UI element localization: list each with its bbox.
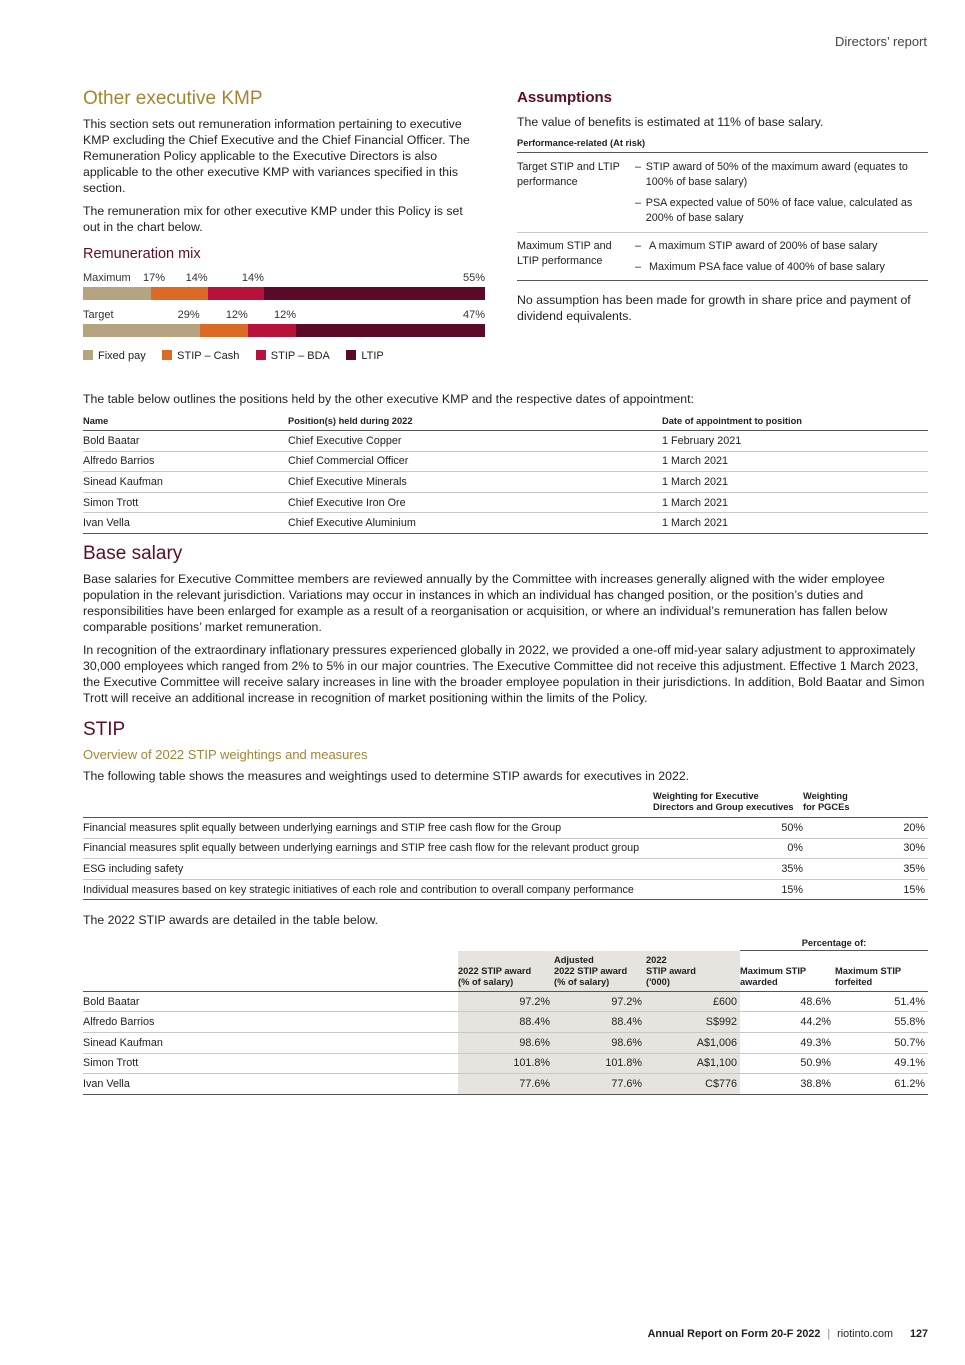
base-salary-title: Base salary xyxy=(83,543,183,564)
dash: – xyxy=(635,161,642,173)
cell-weight-pgce: 15% xyxy=(803,879,928,900)
table-row xyxy=(83,859,928,880)
bar-value-label: 47% xyxy=(462,309,485,321)
cell-award-000: A$1,100 xyxy=(646,1053,740,1074)
header-line: Weighting for Executive xyxy=(653,791,759,801)
table-row xyxy=(83,492,928,513)
cell-date: 1 March 2021 xyxy=(662,492,928,513)
assumption-row-target xyxy=(517,153,928,233)
remuneration-mix-chart xyxy=(83,270,485,365)
legend-swatch xyxy=(162,350,172,360)
header-line: (% of salary) xyxy=(458,976,514,987)
bar-value-label: 14% xyxy=(185,272,208,284)
table-row xyxy=(83,1053,928,1074)
bar-value-label: 29% xyxy=(177,309,200,321)
header-line: awarded xyxy=(740,976,778,987)
table-row xyxy=(83,1033,928,1054)
section-header: Directors’ report xyxy=(835,34,927,49)
col-name: Name xyxy=(83,412,288,431)
page-number: 127 xyxy=(909,1328,928,1340)
bar-value-label: 17% xyxy=(143,272,166,284)
legend-label: Fixed pay xyxy=(98,350,146,362)
cell-measure: ESG including safety xyxy=(83,859,653,880)
cell-award-pct: 98.6% xyxy=(458,1033,554,1054)
stip-section xyxy=(83,719,928,1095)
table-row xyxy=(83,879,928,900)
bar-segment-maximum-0 xyxy=(83,287,151,300)
cell-max-awarded: 49.3% xyxy=(740,1033,835,1054)
legend-fixed-pay xyxy=(83,350,146,362)
base-salary-para-2: In recognition of the extraordinary inflationary pressures experienced globally in 2022, we provided a one-off mid-year salary adjustment to approximately 30,000 employees which ranged from 2% to 5% in our major countries. The Executive Committee did not receive this adjustment. Effective 1 March 2023, the Executive Committee will receive salary increases in line with the broader employee population in their jurisdictions. In addition, Bold Baatar and Simon Trott will receive an additional increase in recognition of market positioning within the limits of the Policy. xyxy=(83,643,925,705)
bar-value-label: 12% xyxy=(274,309,297,321)
table-row xyxy=(83,451,928,472)
weightings-header-row xyxy=(83,787,928,818)
cell-position: Chief Commercial Officer xyxy=(288,451,662,472)
assumption-label: Target STIP and LTIP performance xyxy=(517,153,635,233)
legend-stip-bda xyxy=(256,350,330,362)
cell-position: Chief Executive Iron Ore xyxy=(288,492,662,513)
cell-position: Chief Executive Minerals xyxy=(288,472,662,493)
legend-swatch xyxy=(346,350,356,360)
cell-award-000: C$776 xyxy=(646,1074,740,1095)
header-line: 2022 STIP award xyxy=(554,965,628,976)
cell-weight-exec: 0% xyxy=(653,838,803,859)
cell-max-awarded: 44.2% xyxy=(740,1012,835,1033)
col-position: Position(s) held during 2022 xyxy=(288,412,662,431)
legend-ltip xyxy=(346,350,383,362)
cell-weight-pgce: 20% xyxy=(803,818,928,839)
cell-max-forfeited: 51.4% xyxy=(835,991,928,1012)
cell-measure: Financial measures split equally between underlying earnings and STIP free cash flow for the relevant product group xyxy=(83,838,653,859)
assumptions-title: Assumptions xyxy=(517,89,613,106)
table-row xyxy=(83,1012,928,1033)
assumption-text: PSA expected value of 50% of face value, calculated as 200% of base salary xyxy=(645,197,913,224)
header-line: for PGCEs xyxy=(803,802,850,812)
assumptions-table xyxy=(517,153,928,281)
base-salary-para-1: Base salaries for Executive Committee members are reviewed annually by the Committee with increases generally aligned with the wider employee population in the relevant jurisdiction. Variations may occur in instances in which an individual has changed position, or the position’s duties and responsibilities have been enlarged for example as a result of a reorganisation or acquisition, or where an individual’s remuneration has fallen below comparable positions’ market remuneration. xyxy=(83,572,888,634)
stip-intro: The following table shows the measures and weightings used to determine STIP awards for executives in 2022. xyxy=(83,769,690,783)
remuneration-mix-title: Remuneration mix xyxy=(83,246,201,262)
footer-separator: | xyxy=(827,1328,831,1340)
awards-pct-row xyxy=(83,936,928,951)
cell-award-000: A$1,006 xyxy=(646,1033,740,1054)
bar-value-label: 12% xyxy=(225,309,248,321)
col-stip-award-000 xyxy=(646,951,740,992)
cell-adjusted-pct: 77.6% xyxy=(554,1074,646,1095)
header-line: ('000) xyxy=(646,976,670,987)
col-max-awarded xyxy=(740,951,835,992)
bar-value-label: 55% xyxy=(462,272,485,284)
legend-label: STIP – BDA xyxy=(270,350,330,362)
legend-swatch xyxy=(256,350,266,360)
header-line: (% of salary) xyxy=(554,976,610,987)
cell-adjusted-pct: 101.8% xyxy=(554,1053,646,1074)
stip-weightings-table xyxy=(83,787,928,900)
kmp-section xyxy=(83,88,483,262)
bar-segment-target-1 xyxy=(200,324,248,337)
cell-weight-pgce: 30% xyxy=(803,838,928,859)
page-footer xyxy=(648,1328,928,1340)
col-stip-award-pct xyxy=(458,951,554,992)
cell-max-forfeited: 50.7% xyxy=(835,1033,928,1054)
cell-date: 1 March 2021 xyxy=(662,513,928,534)
cell-weight-exec: 50% xyxy=(653,818,803,839)
dash: – xyxy=(635,261,642,273)
cell-name: Alfredo Barrios xyxy=(83,451,288,472)
bar-segment-target-2 xyxy=(248,324,296,337)
bar-category-maximum: Maximum xyxy=(83,272,131,284)
cell-weight-exec: 15% xyxy=(653,879,803,900)
cell-name: Simon Trott xyxy=(83,1053,458,1074)
positions-table xyxy=(83,412,928,534)
cell-max-awarded: 38.8% xyxy=(740,1074,835,1095)
cell-award-000: S$992 xyxy=(646,1012,740,1033)
header-line: Directors and Group executives xyxy=(653,802,794,812)
col-date: Date of appointment to position xyxy=(662,412,928,431)
positions-header-row xyxy=(83,412,928,431)
kmp-para-1: This section sets out remuneration information pertaining to executive KMP excluding the Chief Executive and the Chief Financial Officer. The Remuneration Policy applicable to the Executive Directors is also applicable to the other executive KMP with variances specified in this section. xyxy=(83,117,470,195)
cell-name: Alfredo Barrios xyxy=(83,1012,458,1033)
cell-award-000: £600 xyxy=(646,991,740,1012)
assumption-items xyxy=(635,233,928,281)
cell-date: 1 March 2021 xyxy=(662,451,928,472)
assumption-items xyxy=(635,153,928,233)
header-line: STIP award xyxy=(646,965,696,976)
assumptions-section xyxy=(517,89,928,324)
header-line: 2022 STIP award xyxy=(458,965,532,976)
legend-stip-cash xyxy=(162,350,239,362)
bar-segment-target-3 xyxy=(296,324,485,337)
header-line: forfeited xyxy=(835,976,873,987)
dash: – xyxy=(635,240,642,252)
assumption-item xyxy=(635,260,928,275)
cell-max-awarded: 50.9% xyxy=(740,1053,835,1074)
bar-segment-maximum-2 xyxy=(208,287,264,300)
stip-awards-table xyxy=(83,936,928,1094)
cell-award-pct: 77.6% xyxy=(458,1074,554,1095)
assumption-item xyxy=(635,160,928,190)
positions-intro: The table below outlines the positions held by the other executive KMP and the respective dates of appointment: xyxy=(83,392,694,406)
header-line: Weighting xyxy=(803,791,848,801)
cell-date: 1 March 2021 xyxy=(662,472,928,493)
cell-adjusted-pct: 97.2% xyxy=(554,991,646,1012)
col-adjusted-award-pct xyxy=(554,951,646,992)
bar-segment-maximum-3 xyxy=(264,287,485,300)
assumption-text: STIP award of 50% of the maximum award (equates to 100% of base salary) xyxy=(645,161,908,188)
legend-label: LTIP xyxy=(361,350,384,362)
cell-max-awarded: 48.6% xyxy=(740,991,835,1012)
assumption-row-maximum xyxy=(517,233,928,281)
footer-report: Annual Report on Form 20-F 2022 xyxy=(647,1328,821,1340)
assumption-text: A maximum STIP award of 200% of base salary xyxy=(649,240,878,252)
header-line: 2022 xyxy=(646,954,667,965)
cell-name: Simon Trott xyxy=(83,492,288,513)
table-row xyxy=(83,838,928,859)
percentage-of-header: Percentage of: xyxy=(740,936,928,951)
cell-award-pct: 97.2% xyxy=(458,991,554,1012)
cell-weight-exec: 35% xyxy=(653,859,803,880)
cell-position: Chief Executive Aluminium xyxy=(288,513,662,534)
bar-segment-maximum-1 xyxy=(151,287,207,300)
legend-label: STIP – Cash xyxy=(177,350,240,362)
cell-weight-pgce: 35% xyxy=(803,859,928,880)
positions-section xyxy=(83,391,928,534)
cell-award-pct: 88.4% xyxy=(458,1012,554,1033)
cell-name: Sinead Kaufman xyxy=(83,472,288,493)
col-name xyxy=(83,951,458,992)
col-measure xyxy=(83,787,653,818)
bar-value-label: 14% xyxy=(241,272,264,284)
cell-name: Sinead Kaufman xyxy=(83,1033,458,1054)
table-row xyxy=(83,818,928,839)
header-line: Adjusted xyxy=(554,954,594,965)
col-weighting-pgce xyxy=(803,787,928,818)
cell-adjusted-pct: 98.6% xyxy=(554,1033,646,1054)
bar-category-target: Target xyxy=(83,309,114,321)
table-row xyxy=(83,513,928,534)
awards-header-row xyxy=(83,951,928,992)
header-line: Maximum STIP xyxy=(740,965,807,976)
bar-segment-target-0 xyxy=(83,324,200,337)
dash: – xyxy=(635,197,642,209)
awards-intro: The 2022 STIP awards are detailed in the table below. xyxy=(83,913,379,928)
table-row xyxy=(83,472,928,493)
assumption-item xyxy=(635,239,928,254)
col-max-forfeited xyxy=(835,951,928,992)
cell-award-pct: 101.8% xyxy=(458,1053,554,1074)
cell-max-forfeited: 55.8% xyxy=(835,1012,928,1033)
cell-name: Ivan Vella xyxy=(83,513,288,534)
assumptions-intro: The value of benefits is estimated at 11% of base salary. xyxy=(517,115,824,129)
table-row xyxy=(83,431,928,452)
assumption-text: Maximum PSA face value of 400% of base salary xyxy=(649,261,885,273)
cell-measure: Individual measures based on key strategic initiatives of each role and contribution to overall company performance xyxy=(83,879,653,900)
assumptions-note: No assumption has been made for growth in share price and payment of dividend equivalents. xyxy=(517,293,911,323)
cell-name: Bold Baatar xyxy=(83,991,458,1012)
col-weighting-exec xyxy=(653,787,803,818)
kmp-para-2: The remuneration mix for other executive KMP under this Policy is set out in the chart below. xyxy=(83,204,463,234)
table-row xyxy=(83,991,928,1012)
cell-max-forfeited: 61.2% xyxy=(835,1074,928,1095)
cell-adjusted-pct: 88.4% xyxy=(554,1012,646,1033)
cell-name: Ivan Vella xyxy=(83,1074,458,1095)
stip-subtitle: Overview of 2022 STIP weightings and measures xyxy=(83,747,368,762)
cell-max-forfeited: 49.1% xyxy=(835,1053,928,1074)
blank-header xyxy=(83,936,740,951)
cell-measure: Financial measures split equally between underlying earnings and STIP free cash flow for the Group xyxy=(83,818,653,839)
assumption-item xyxy=(635,196,928,226)
kmp-title: Other executive KMP xyxy=(83,88,263,109)
chart-legend xyxy=(83,346,396,364)
base-salary-section xyxy=(83,543,928,706)
cell-date: 1 February 2021 xyxy=(662,431,928,452)
header-line: Maximum STIP xyxy=(835,965,902,976)
table-row xyxy=(83,1074,928,1095)
assumptions-table-header: Performance-related (At risk) xyxy=(517,138,928,153)
legend-swatch xyxy=(83,350,93,360)
stip-title: STIP xyxy=(83,719,126,740)
cell-name: Bold Baatar xyxy=(83,431,288,452)
footer-site: riotinto.com xyxy=(837,1328,893,1340)
cell-position: Chief Executive Copper xyxy=(288,431,662,452)
assumption-label: Maximum STIP and LTIP performance xyxy=(517,233,635,281)
